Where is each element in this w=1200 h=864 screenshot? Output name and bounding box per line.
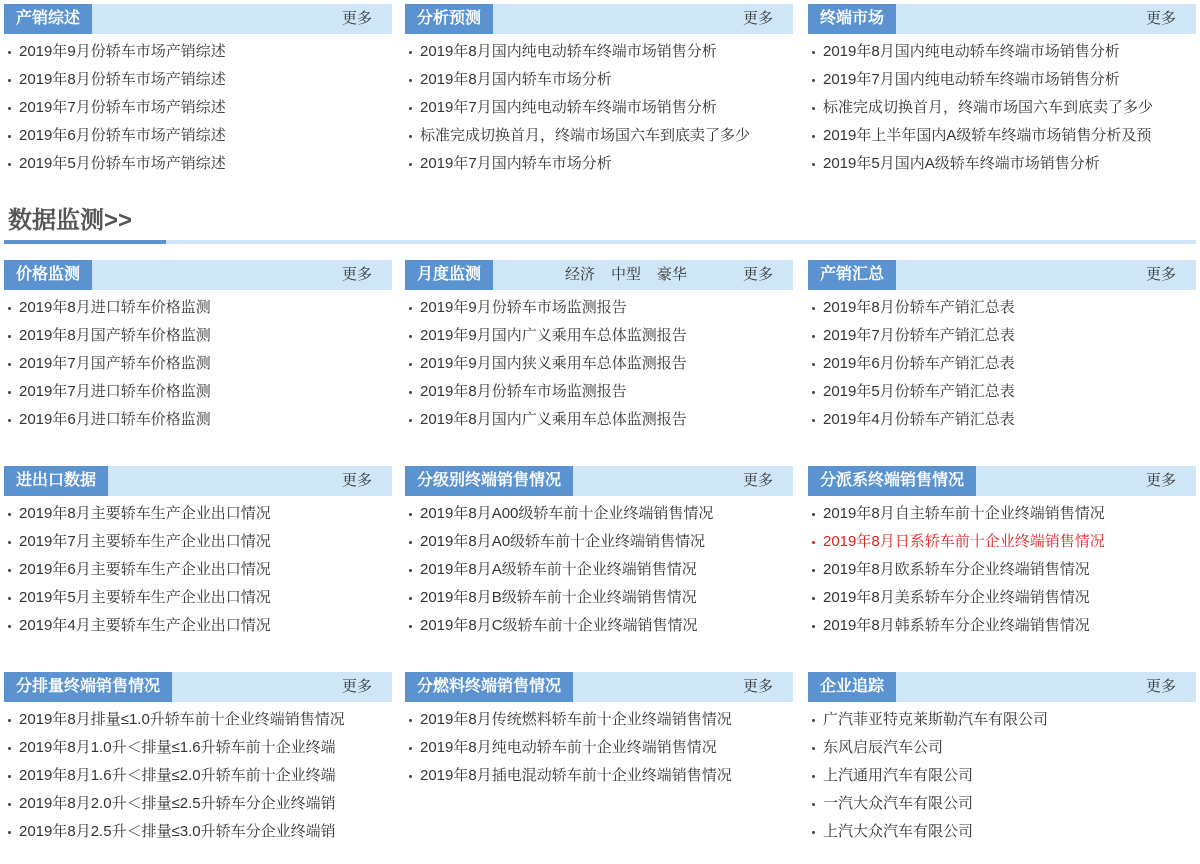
article-link[interactable]: 2019年8月插电混动轿车前十企业终端销售情况: [405, 762, 793, 790]
panel-p2: [808, 4, 1196, 178]
panel-p5: [808, 260, 1196, 434]
article-list: [4, 294, 392, 434]
panel-header: [808, 260, 1196, 290]
panel-p0: [4, 4, 392, 178]
article-link[interactable]: 2019年5月份轿车市场产销综述: [4, 150, 392, 178]
article-link[interactable]: 上汽大众汽车有限公司: [808, 818, 1196, 846]
article-list: [4, 706, 392, 846]
panel-title[interactable]: 月度监测: [405, 260, 493, 290]
article-list: [405, 294, 793, 434]
article-link[interactable]: 2019年8月份轿车产销汇总表: [808, 294, 1196, 322]
article-link[interactable]: 2019年7月进口轿车价格监测: [4, 378, 392, 406]
more-link[interactable]: 更多: [742, 10, 773, 27]
article-list: [808, 706, 1196, 846]
more-link[interactable]: 更多: [341, 266, 372, 283]
article-link[interactable]: 2019年6月进口轿车价格监测: [4, 406, 392, 434]
article-list: [808, 500, 1196, 640]
article-link[interactable]: 2019年4月主要轿车生产企业出口情况: [4, 612, 392, 640]
article-link[interactable]: 2019年8月自主轿车前十企业终端销售情况: [808, 500, 1196, 528]
section-title-data-monitoring: 数据监测>>: [8, 207, 133, 234]
panel-p11: [808, 672, 1196, 846]
panel-p1: [405, 4, 793, 178]
panel-p6: [4, 466, 392, 640]
more-link[interactable]: 更多: [1145, 472, 1176, 489]
article-link[interactable]: 2019年8月日系轿车前十企业终端销售情况: [808, 528, 1196, 556]
panel-header: [405, 4, 793, 34]
panel-tabs: [565, 260, 703, 290]
tab-0[interactable]: 经济: [565, 266, 596, 283]
article-link[interactable]: 2019年8月排量≤1.0升轿车前十企业终端销售情况: [4, 706, 392, 734]
article-link[interactable]: 一汽大众汽车有限公司: [808, 790, 1196, 818]
panel-title[interactable]: 产销综述: [4, 4, 92, 34]
panel-title[interactable]: 分派系终端销售情况: [808, 466, 976, 496]
article-link[interactable]: 2019年8月国内纯电动轿车终端市场销售分析: [808, 38, 1196, 66]
article-link[interactable]: 2019年8月国内纯电动轿车终端市场销售分析: [405, 38, 793, 66]
panel-header: [808, 672, 1196, 702]
panel-p7: [405, 466, 793, 640]
article-link[interactable]: 2019年8月国内轿车市场分析: [405, 66, 793, 94]
panel-header: [405, 260, 793, 290]
article-link[interactable]: 2019年7月份轿车产销汇总表: [808, 322, 1196, 350]
panel-title[interactable]: 终端市场: [808, 4, 896, 34]
panel-header: [808, 4, 1196, 34]
article-list: [405, 706, 793, 790]
article-link[interactable]: 2019年7月国内轿车市场分析: [405, 150, 793, 178]
more-link[interactable]: 更多: [341, 472, 372, 489]
article-link[interactable]: 2019年8月国内广义乘用车总体监测报告: [405, 406, 793, 434]
article-link[interactable]: 2019年5月国内A级轿车终端市场销售分析: [808, 150, 1196, 178]
panel-p4: [405, 260, 793, 434]
article-link[interactable]: 2019年8月份轿车市场监测报告: [405, 378, 793, 406]
panel-header: [808, 466, 1196, 496]
article-link[interactable]: 2019年6月主要轿车生产企业出口情况: [4, 556, 392, 584]
article-link[interactable]: 2019年8月份轿车市场产销综述: [4, 66, 392, 94]
article-link[interactable]: 2019年8月B级轿车前十企业终端销售情况: [405, 584, 793, 612]
article-link[interactable]: 2019年8月2.0升＜排量≤2.5升轿车分企业终端销: [4, 790, 392, 818]
article-list: [808, 294, 1196, 434]
more-link[interactable]: 更多: [1145, 10, 1176, 27]
article-list: [4, 500, 392, 640]
article-link[interactable]: 2019年8月A0级轿车前十企业终端销售情况: [405, 528, 793, 556]
article-link[interactable]: 2019年8月美系轿车分企业终端销售情况: [808, 584, 1196, 612]
article-link[interactable]: 广汽菲亚特克莱斯勒汽车有限公司: [808, 706, 1196, 734]
article-list: [808, 38, 1196, 178]
article-list: [405, 500, 793, 640]
article-link[interactable]: 2019年5月份轿车产销汇总表: [808, 378, 1196, 406]
panel-title[interactable]: 分燃料终端销售情况: [405, 672, 573, 702]
article-link[interactable]: 2019年9月国内狭义乘用车总体监测报告: [405, 350, 793, 378]
more-link[interactable]: 更多: [341, 678, 372, 695]
article-link[interactable]: 上汽通用汽车有限公司: [808, 762, 1196, 790]
article-link[interactable]: 2019年8月A级轿车前十企业终端销售情况: [405, 556, 793, 584]
article-link[interactable]: 2019年8月2.5升＜排量≤3.0升轿车分企业终端销: [4, 818, 392, 846]
article-link[interactable]: 东风启辰汽车公司: [808, 734, 1196, 762]
panel-title[interactable]: 分析预测: [405, 4, 493, 34]
panel-title[interactable]: 价格监测: [4, 260, 92, 290]
more-link[interactable]: 更多: [742, 472, 773, 489]
panel-header: [4, 672, 392, 702]
article-link[interactable]: 2019年7月主要轿车生产企业出口情况: [4, 528, 392, 556]
panel-header: [405, 672, 793, 702]
article-link[interactable]: 标准完成切换首月，终端市场国六车到底卖了多少: [405, 122, 793, 150]
article-link[interactable]: 2019年8月进口轿车价格监测: [4, 294, 392, 322]
panel-title[interactable]: 进出口数据: [4, 466, 108, 496]
more-link[interactable]: 更多: [1145, 266, 1176, 283]
article-link[interactable]: 2019年8月C级轿车前十企业终端销售情况: [405, 612, 793, 640]
article-link[interactable]: 2019年8月欧系轿车分企业终端销售情况: [808, 556, 1196, 584]
article-list: [405, 38, 793, 178]
article-link[interactable]: 2019年6月份轿车市场产销综述: [4, 122, 392, 150]
article-link[interactable]: 2019年8月国产轿车价格监测: [4, 322, 392, 350]
article-link[interactable]: 2019年7月国内纯电动轿车终端市场销售分析: [808, 66, 1196, 94]
article-link[interactable]: 2019年4月份轿车产销汇总表: [808, 406, 1196, 434]
panel-title[interactable]: 企业追踪: [808, 672, 896, 702]
panel-title[interactable]: 产销汇总: [808, 260, 896, 290]
article-link[interactable]: 2019年8月主要轿车生产企业出口情况: [4, 500, 392, 528]
more-link[interactable]: 更多: [742, 678, 773, 695]
article-link[interactable]: 2019年上半年国内A级轿车终端市场销售分析及预: [808, 122, 1196, 150]
article-link[interactable]: 2019年9月国内广义乘用车总体监测报告: [405, 322, 793, 350]
article-link[interactable]: 2019年8月A00级轿车前十企业终端销售情况: [405, 500, 793, 528]
more-link[interactable]: 更多: [341, 10, 372, 27]
article-link[interactable]: 2019年8月韩系轿车分企业终端销售情况: [808, 612, 1196, 640]
more-link[interactable]: 更多: [742, 266, 773, 283]
article-link[interactable]: 2019年5月主要轿车生产企业出口情况: [4, 584, 392, 612]
panel-header: [4, 260, 392, 290]
article-link[interactable]: 2019年6月份轿车产销汇总表: [808, 350, 1196, 378]
article-link[interactable]: 2019年7月国产轿车价格监测: [4, 350, 392, 378]
panel-p9: [4, 672, 392, 846]
panel-header: [4, 4, 392, 34]
section-divider-accent: [4, 240, 166, 244]
article-link[interactable]: 2019年8月1.0升＜排量≤1.6升轿车前十企业终端: [4, 734, 392, 762]
tab-2[interactable]: 豪华: [657, 266, 688, 283]
article-link[interactable]: 标准完成切换首月，终端市场国六车到底卖了多少: [808, 94, 1196, 122]
panel-p3: [4, 260, 392, 434]
panel-title[interactable]: 分级别终端销售情况: [405, 466, 573, 496]
panel-p8: [808, 466, 1196, 640]
article-list: [4, 38, 392, 178]
article-link[interactable]: 2019年8月1.6升＜排量≤2.0升轿车前十企业终端: [4, 762, 392, 790]
article-link[interactable]: 2019年7月份轿车市场产销综述: [4, 94, 392, 122]
panel-p10: [405, 672, 793, 790]
panel-title[interactable]: 分排量终端销售情况: [4, 672, 172, 702]
article-link[interactable]: 2019年8月传统燃料轿车前十企业终端销售情况: [405, 706, 793, 734]
section-divider: [4, 240, 1196, 244]
article-link[interactable]: 2019年8月纯电动轿车前十企业终端销售情况: [405, 734, 793, 762]
tab-1[interactable]: 中型: [611, 266, 642, 283]
panel-header: [405, 466, 793, 496]
panel-header: [4, 466, 392, 496]
more-link[interactable]: 更多: [1145, 678, 1176, 695]
article-link[interactable]: 2019年9月份轿车市场产销综述: [4, 38, 392, 66]
article-link[interactable]: 2019年7月国内纯电动轿车终端市场销售分析: [405, 94, 793, 122]
article-link[interactable]: 2019年9月份轿车市场监测报告: [405, 294, 793, 322]
